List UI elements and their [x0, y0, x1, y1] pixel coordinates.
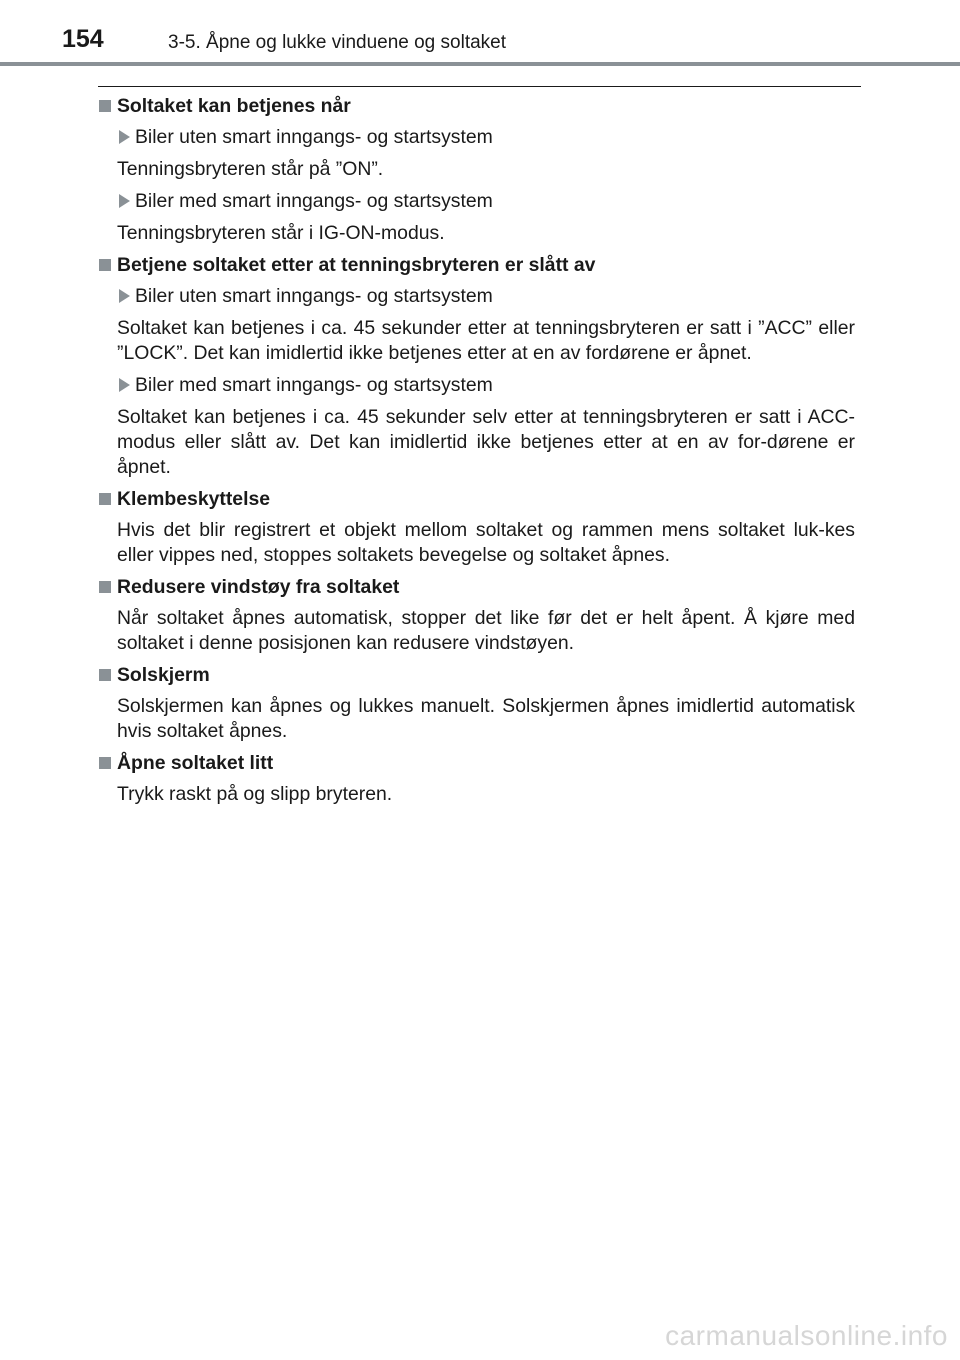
- square-bullet-icon: [99, 259, 111, 271]
- body-paragraph: Tenningsbryteren står i IG-ON-modus.: [117, 222, 445, 244]
- subheading: [98, 189, 855, 214]
- topic-heading-text: Redusere vindstøy fra soltaket: [117, 576, 400, 598]
- body-paragraph: Hvis det blir registrert et objekt mellom soltaket og rammen mens soltaket luk-kes eller vippes ned, stoppes soltakets bevegelse og soltaket åpnes.: [117, 519, 855, 566]
- arrow-bullet-icon: [119, 289, 130, 303]
- topic-heading: [98, 575, 855, 600]
- body-paragraph: Solskjermen kan åpnes og lukkes manuelt. Solskjermen åpnes imidlertid automatisk hvis soltaket åpnes.: [117, 695, 855, 742]
- topic-operate-after-ignition-off: [98, 253, 855, 480]
- subheading-text: Biler med smart inngangs- og startsystem: [135, 374, 493, 396]
- subheading: [98, 125, 855, 150]
- topic-heading: [98, 487, 855, 512]
- topic-heading-text: Soltaket kan betjenes når: [117, 95, 351, 117]
- subheading: [98, 284, 855, 309]
- body-paragraph: Soltaket kan betjenes i ca. 45 sekunder etter at tenningsbryteren er satt i ”ACC” eller ”LOCK”. Det kan imidlertid ikke betjenes etter at en av fordørene er åpnet.: [117, 317, 855, 364]
- topic-heading: [98, 94, 855, 119]
- topic-open-sunroof-slightly: [98, 751, 855, 807]
- body-paragraph: Tenningsbryteren står på ”ON”.: [117, 158, 384, 180]
- topic-heading-text: Solskjerm: [117, 664, 210, 686]
- topic-reduce-wind-noise: [98, 575, 855, 656]
- body-paragraph: Trykk raskt på og slipp bryteren.: [117, 783, 393, 805]
- subheading-text: Biler uten smart inngangs- og startsystem: [135, 285, 493, 307]
- page-content: [98, 94, 855, 814]
- topic-heading-text: Betjene soltaket etter at tenningsbryteren er slått av: [117, 254, 596, 276]
- arrow-bullet-icon: [119, 130, 130, 144]
- topic-heading: [98, 751, 855, 776]
- content-divider: [98, 86, 861, 87]
- header-rule: [0, 62, 960, 66]
- page-number: 154: [62, 25, 104, 53]
- square-bullet-icon: [99, 493, 111, 505]
- topic-sunroof-operable-when: [98, 94, 855, 246]
- subheading-text: Biler uten smart inngangs- og startsystem: [135, 126, 493, 148]
- topic-heading-text: Åpne soltaket litt: [117, 752, 274, 774]
- square-bullet-icon: [99, 581, 111, 593]
- topic-heading-text: Klembeskyttelse: [117, 488, 271, 510]
- arrow-bullet-icon: [119, 194, 130, 208]
- arrow-bullet-icon: [119, 378, 130, 392]
- subheading-text: Biler med smart inngangs- og startsystem: [135, 190, 493, 212]
- topic-sunshade: [98, 663, 855, 744]
- watermark: carmanualsonline.info: [665, 1320, 948, 1351]
- square-bullet-icon: [99, 757, 111, 769]
- subheading: [98, 373, 855, 398]
- body-paragraph: Soltaket kan betjenes i ca. 45 sekunder selv etter at tenningsbryteren er satt i ACC-modus eller slått av. Det kan imidlertid ikke betjenes etter at en av for-dørene er åpnet.: [117, 406, 855, 478]
- square-bullet-icon: [99, 669, 111, 681]
- body-paragraph: Når soltaket åpnes automatisk, stopper det like før det er helt åpent. Å kjøre med soltaket i denne posisjonen kan redusere vindstøyen.: [117, 607, 855, 654]
- topic-jam-protection: [98, 487, 855, 568]
- topic-heading: [98, 253, 855, 278]
- page-header: [0, 0, 960, 66]
- square-bullet-icon: [99, 100, 111, 112]
- section-title: 3-5. Åpne og lukke vinduene og soltaket: [168, 32, 507, 53]
- topic-heading: [98, 663, 855, 688]
